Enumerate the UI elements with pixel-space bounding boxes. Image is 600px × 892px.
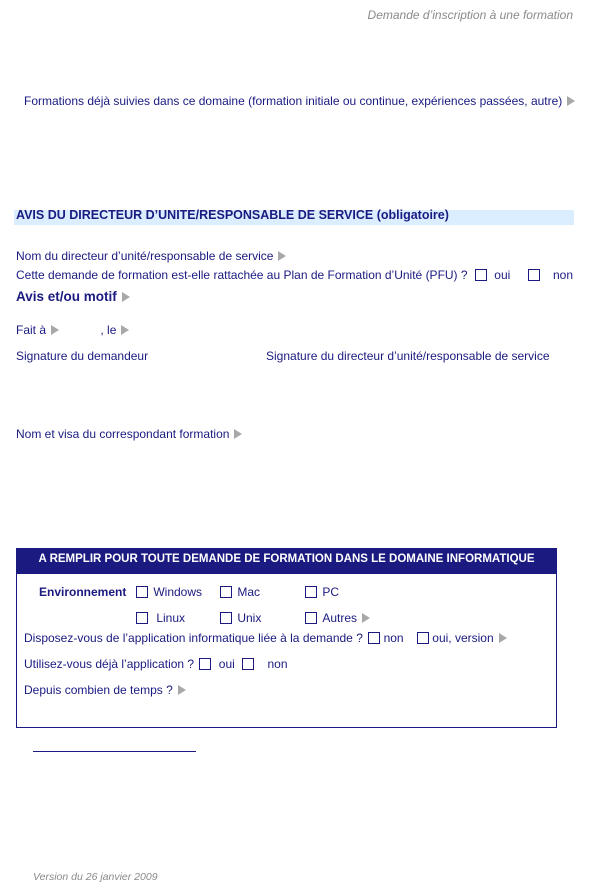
signature-demandeur: Signature du demandeur [16, 349, 149, 363]
pfu-oui-label: oui [494, 268, 511, 282]
formations-field[interactable] [24, 94, 575, 108]
app-non-checkbox[interactable] [368, 632, 380, 644]
use-question: Utilisez-vous déjà l’application ? [24, 657, 195, 671]
triangle-right-icon [121, 325, 129, 335]
triangle-right-icon [278, 251, 286, 261]
directeur-name-field[interactable] [16, 249, 286, 263]
version-footer: Version du 26 janvier 2009 [33, 871, 158, 883]
env-label: Environnement [39, 585, 127, 599]
triangle-right-icon [122, 292, 130, 302]
checkbox-icon[interactable] [220, 586, 232, 598]
env-option-linux[interactable]: Linux [136, 611, 185, 625]
env-option-mac[interactable]: Mac [220, 585, 260, 599]
use-non-checkbox[interactable] [242, 658, 254, 670]
checkbox-icon[interactable] [136, 612, 148, 624]
correspondant-label: Nom et visa du correspondant formation [16, 427, 230, 441]
use-non-label: non [267, 657, 288, 671]
avis-field[interactable] [16, 289, 130, 304]
triangle-right-icon [499, 633, 507, 643]
signature-directeur: Signature du directeur d’unité/responsable de service [266, 349, 550, 363]
triangle-right-icon [234, 429, 242, 439]
app-oui-label: oui, version [432, 631, 494, 645]
use-oui-label: oui [218, 657, 235, 671]
triangle-right-icon [178, 685, 186, 695]
triangle-right-icon [51, 325, 59, 335]
fait-label: Fait à [16, 323, 47, 337]
app-non-label: non [383, 631, 404, 645]
checkbox-icon[interactable] [305, 612, 317, 624]
depuis-label: Depuis combien de temps ? [24, 683, 173, 697]
pfu-question: Cette demande de formation est-elle rattachée au Plan de Formation d’Unité (PFU) ? [16, 268, 468, 282]
informatique-box [16, 548, 557, 728]
checkbox-icon[interactable] [136, 586, 148, 598]
triangle-right-icon [362, 613, 370, 623]
pfu-non-label: non [552, 268, 573, 282]
document-title: Demande d’inscription à une formation [367, 8, 573, 22]
depuis-field[interactable] [24, 683, 186, 697]
app-oui-checkbox[interactable] [417, 632, 429, 644]
avis-section-title: AVIS DU DIRECTEUR D’UNITE/RESPONSABLE DE SERVICE (obligatoire) [16, 208, 449, 222]
checkbox-icon[interactable] [305, 586, 317, 598]
triangle-right-icon [567, 96, 575, 106]
fait-row[interactable] [16, 323, 129, 337]
checkbox-icon[interactable] [220, 612, 232, 624]
pfu-oui-checkbox[interactable] [475, 269, 487, 281]
app-row [24, 631, 507, 645]
pfu-non-checkbox[interactable] [528, 269, 540, 281]
env-option-pc[interactable]: PC [305, 585, 339, 599]
correspondant-field[interactable] [16, 427, 242, 441]
env-option-windows[interactable]: Windows [136, 585, 202, 599]
informatique-header: A REMPLIR POUR TOUTE DEMANDE DE FORMATION DANS LE DOMAINE INFORMATIQUE [17, 549, 556, 574]
app-question: Disposez-vous de l’application informatique liée à la demande ? [24, 631, 363, 645]
use-oui-checkbox[interactable] [199, 658, 211, 670]
env-option-autres[interactable]: Autres [305, 611, 370, 625]
divider-line [33, 751, 196, 752]
avis-label: Avis et/ou motif [16, 289, 117, 304]
use-row [24, 657, 288, 671]
pfu-row [16, 268, 573, 282]
formations-label: Formations déjà suivies dans ce domaine (formation initiale ou continue, expériences passées, autre) [24, 94, 563, 108]
directeur-name-label: Nom du directeur d’unité/responsable de service [16, 249, 274, 263]
env-option-unix[interactable]: Unix [220, 611, 261, 625]
date-label: , le [100, 323, 117, 337]
